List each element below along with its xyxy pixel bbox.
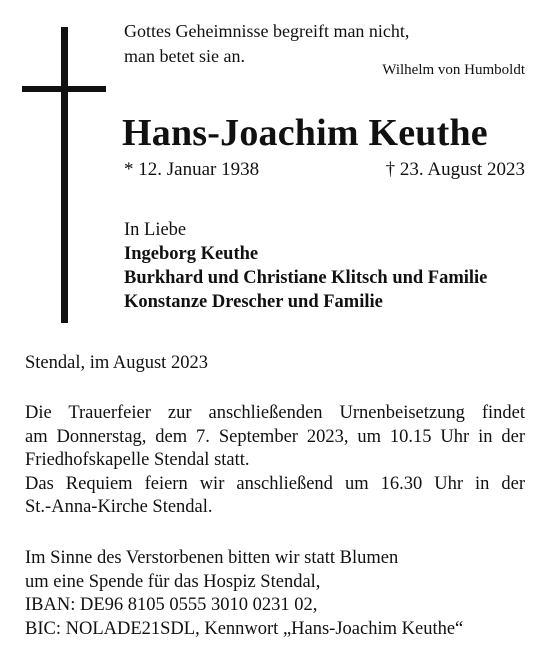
quote-author: Wilhelm von Humboldt [382,62,525,78]
donation-line: um eine Spende für das Hospiz Stendal, [25,571,321,592]
donation-paragraph [25,547,463,641]
birth-date: * 12. Januar 1938 [124,159,260,180]
mourner-name: Ingeborg Keuthe [124,244,259,264]
mourner-name: Burkhard und Christiane Klitsch und Familie [124,268,488,288]
donation-line: Im Sinne des Verstorbenen bitten wir statt Blumen [25,548,399,568]
deceased-name: Hans-Joachim Keuthe [122,112,488,154]
iban-line: IBAN: DE96 8105 0555 3010 0231 02, [25,595,318,615]
place-date: Stendal, im August 2023 [25,353,208,373]
ceremony-line: Die Trauerfeier zur anschließenden Urnenbeisetzung findet [25,403,525,423]
ceremony-line: am Donnerstag, dem 7. September 2023, um 10.15 Uhr in der [25,426,525,447]
ceremony-paragraph [25,402,525,520]
quote-line-1: Gottes Geheimnisse begreift man nicht, [124,21,410,41]
mourners-intro: In Liebe [124,220,187,240]
mourner-name: Konstanze Drescher und Familie [124,292,383,312]
quote-line-2: man betet sie an. [124,46,245,66]
death-date: † 23. August 2023 [385,159,525,180]
ceremony-line: Das Requiem feiern wir anschließend um 16.30 Uhr in der [25,473,525,494]
bic-line: BIC: NOLADE21SDL, Kennwort „Hans-Joachim Keuthe“ [25,618,464,639]
ceremony-line: Friedhofskapelle Stendal statt. [25,450,250,470]
ceremony-line: St.-Anna-Kirche Stendal. [25,497,213,517]
